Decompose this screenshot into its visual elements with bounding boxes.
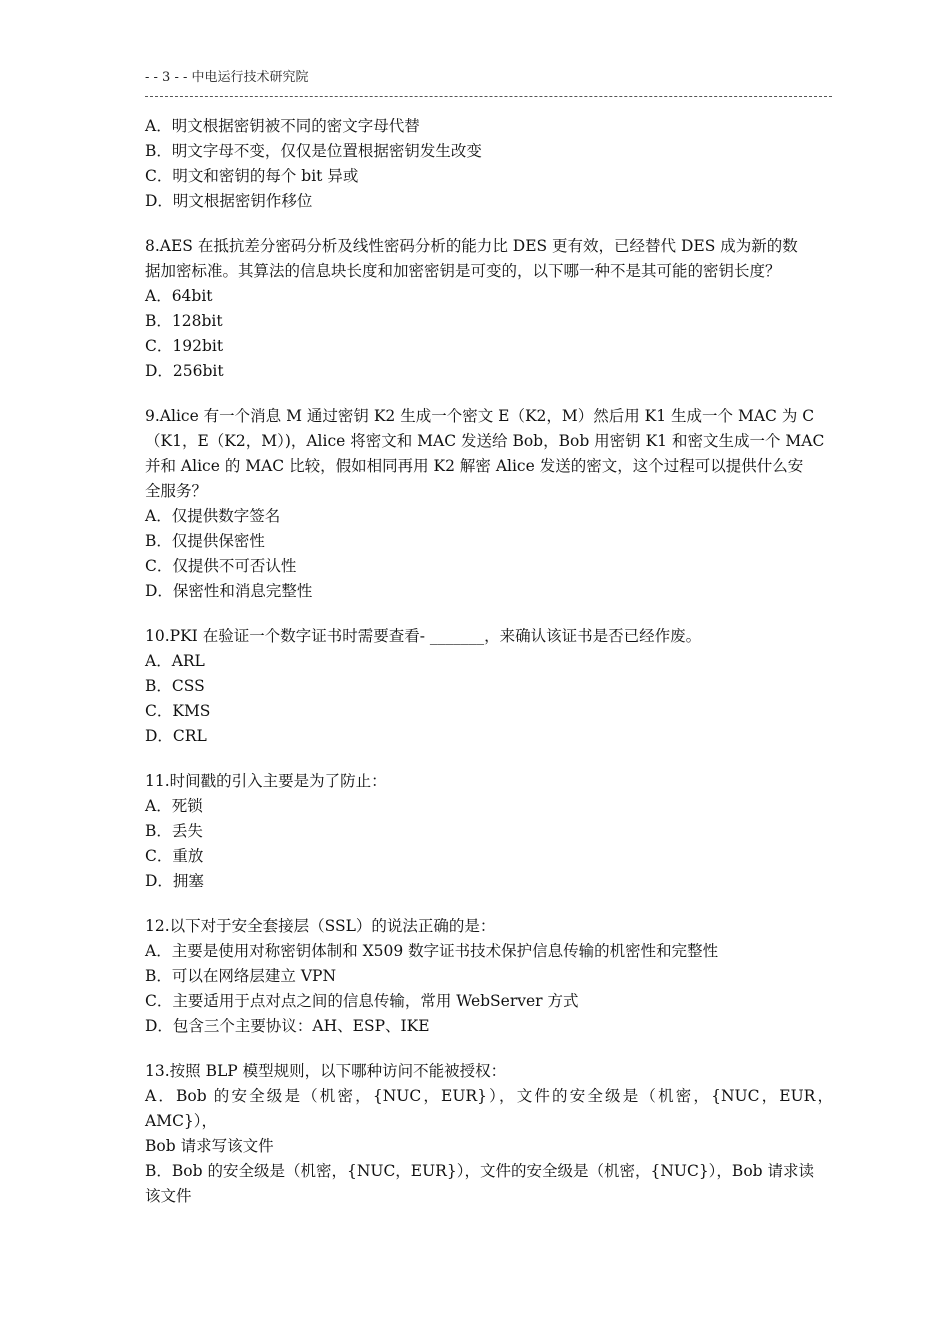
answer-option: A．主要是使用对称密钥体制和 X509 数字证书技术保护信息传输的机密性和完整性 xyxy=(145,942,719,960)
document-body xyxy=(145,114,833,1209)
answer-option: A．仅提供数字签名 xyxy=(145,507,281,525)
paragraph-gap xyxy=(145,214,833,234)
answer-option: C．仅提供不可否认性 xyxy=(145,557,297,575)
question-text-line: 8.AES 在抵抗差分密码分析及线性密码分析的能力比 DES 更有效，已经替代 DES 成为新的数 xyxy=(145,237,798,255)
answer-option: B．128bit xyxy=(145,312,223,330)
header-divider xyxy=(145,96,832,97)
question-text-line: 11.时间戳的引入主要是为了防止： xyxy=(145,772,387,790)
question-text-line: 9.Alice 有一个消息 M 通过密钥 K2 生成一个密文 E（K2，M）然后用 K1 生成一个 MAC 为 C xyxy=(145,407,815,425)
answer-option: C．主要适用于点对点之间的信息传输，常用 WebServer 方式 xyxy=(145,992,579,1010)
answer-option: B．可以在网络层建立 VPN xyxy=(145,967,337,985)
answer-option: A．ARL xyxy=(145,652,205,670)
question-text-line: 并和 Alice 的 MAC 比较，假如相同再用 K2 解密 Alice 发送的密文，这个过程可以提供什么安 xyxy=(145,457,804,475)
question-text-line: （K1，E（K2，M）)，Alice 将密文和 MAC 发送给 Bob，Bob 用密钥 K1 和密文生成一个 MAC xyxy=(145,432,825,450)
answer-option: B．Bob 的安全级是（机密，{NUC，EUR}），文件的安全级是（机密，{NUC}），Bob 请求读 xyxy=(145,1162,814,1180)
answer-option: A．Bob 的安全级是（机密，{NUC，EUR}），文件的安全级是（机密，{NUC，EUR，AMC}）， xyxy=(145,1087,833,1130)
answer-option: A．64bit xyxy=(145,287,213,305)
answer-option: B．丢失 xyxy=(145,822,203,840)
paragraph-gap xyxy=(145,384,833,404)
page-header: - - 3 - - 中电运行技术研究院 xyxy=(145,70,309,85)
question-text-line: Bob 请求写该文件 xyxy=(145,1137,274,1155)
answer-option: D．保密性和消息完整性 xyxy=(145,582,313,600)
question-text-line: 该文件 xyxy=(145,1187,192,1205)
answer-option: D．明文根据密钥作移位 xyxy=(145,192,313,210)
paragraph-gap xyxy=(145,604,833,624)
answer-option: A．明文根据密钥被不同的密文字母代替 xyxy=(145,117,420,135)
answer-option: C．重放 xyxy=(145,847,204,865)
question-text-line: 10.PKI 在验证一个数字证书时需要查看- _______，来确认该证书是否已经作废。 xyxy=(145,627,702,645)
paragraph-gap xyxy=(145,749,833,769)
answer-option: B．明文字母不变，仅仅是位置根据密钥发生改变 xyxy=(145,142,482,160)
answer-option: A．死锁 xyxy=(145,797,203,815)
answer-option: D．拥塞 xyxy=(145,872,204,890)
answer-option: B．仅提供保密性 xyxy=(145,532,265,550)
question-text-line: 据加密标准。其算法的信息块长度和加密密钥是可变的，以下哪一种不是其可能的密钥长度？ xyxy=(145,262,781,280)
paragraph-gap xyxy=(145,894,833,914)
answer-option: D．256bit xyxy=(145,362,224,380)
question-text-line: 13.按照 BLP 模型规则，以下哪种访问不能被授权： xyxy=(145,1062,507,1080)
answer-option: C．明文和密钥的每个 bit 异或 xyxy=(145,167,359,185)
answer-option: D．CRL xyxy=(145,727,207,745)
answer-option: B．CSS xyxy=(145,677,205,695)
answer-option: C．KMS xyxy=(145,702,211,720)
question-text-line: 全服务？ xyxy=(145,482,208,500)
question-text-line: 12.以下对于安全套接层（SSL）的说法正确的是： xyxy=(145,917,496,935)
answer-option: D．包含三个主要协议：AH、ESP、IKE xyxy=(145,1017,430,1035)
paragraph-gap xyxy=(145,1039,833,1059)
answer-option: C．192bit xyxy=(145,337,224,355)
